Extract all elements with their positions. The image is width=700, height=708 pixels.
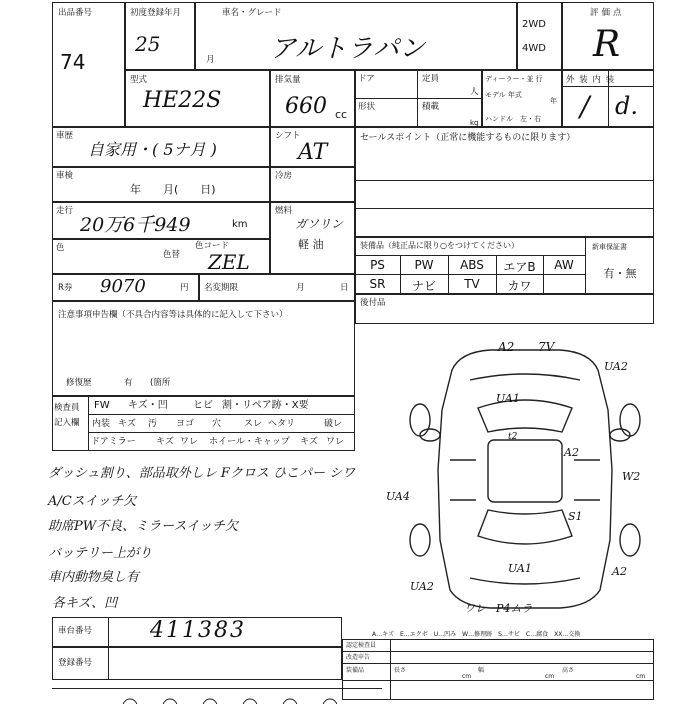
reg-box [52, 647, 342, 680]
handwritten-note-4: バッテリー上がり [48, 546, 153, 561]
repair-value: 有 [124, 378, 133, 388]
model-year-unit: 年 [550, 97, 557, 105]
bottom-circles-row [52, 688, 382, 701]
brf-h2 [342, 663, 654, 664]
sales-points-box [355, 127, 654, 237]
repair-label: 修復歴 [66, 378, 92, 388]
reg-label: 登録番号 [58, 658, 93, 668]
recycle-label: R券 [58, 283, 73, 293]
fuel-gasoline: ガソリン [295, 217, 344, 231]
mark-ua1-trunk: UA1 [508, 562, 532, 575]
equipment-leather: カワ [507, 279, 532, 293]
chassis-label: 車台番号 [58, 626, 93, 636]
equipment-airbag: エアB [503, 260, 536, 274]
brf-v1 [390, 639, 391, 700]
mark-paint: P4ムラ [496, 602, 533, 615]
equipment-pw: PW [414, 258, 434, 272]
fuel-label: 燃料 [275, 206, 293, 216]
first-registration-year: 25 [135, 32, 161, 56]
inspector-wheel-scratch: キズ [300, 437, 318, 447]
car-rear-window [478, 510, 572, 544]
aftermarket-box [355, 294, 654, 324]
warranty-value: 有・無 [603, 267, 637, 280]
car-wheel-rr [620, 524, 640, 556]
mark-t2: t2 [508, 432, 518, 442]
model-year-label: モデル 年式 [485, 91, 522, 99]
inspector-mirror-crack: ワレ [180, 437, 199, 447]
capacity-unit: 人 [470, 87, 479, 97]
sales-line-1 [355, 180, 654, 181]
recycle-value: 9070 [100, 276, 146, 297]
inspector-int-sag: ヘタリ [268, 419, 296, 429]
inspector-mirror-scratch: キズ [156, 437, 174, 447]
car-damage-diagram [390, 340, 660, 620]
brf-length: 長さ [394, 667, 407, 674]
inspector-interior: 内装 [92, 419, 111, 429]
mark-7v: 7V [538, 340, 555, 354]
equipment-hline-1 [355, 255, 585, 256]
capacity-label: 定員 [422, 74, 440, 84]
door-capacity-vdivider [417, 70, 418, 127]
title-expiry-label: 名変期限 [204, 283, 239, 293]
brf-equipment: 装備品 [346, 667, 365, 674]
usage-value: 自家用・( 5ナ月 ) [88, 140, 217, 159]
score-value: R [593, 24, 621, 65]
bottom-circles [52, 692, 382, 704]
mark-ua4: UA4 [386, 490, 410, 503]
lot-number-value: 74 [60, 50, 86, 74]
inspector-repair-trace: 割・リペア跡・X要 [222, 400, 309, 411]
equipment-sr: SR [369, 277, 386, 291]
handle-label: ハンドル [485, 115, 513, 123]
equipment-label: 装備品（純正品に限り○をつけてください） [360, 241, 519, 250]
sales-points-label: セールスポイント（正常に機能するものに限ります） [360, 133, 576, 143]
dealer-label: ディーラー・並 行 [485, 75, 543, 83]
recycle-unit: 円 [180, 283, 189, 293]
exterior-grade: / [580, 90, 590, 123]
interior-grade: d. [615, 92, 638, 120]
displacement-unit: cc [335, 108, 348, 121]
inspection-label: 車検 [56, 171, 74, 181]
inspector-int-dirt: 汚 [148, 419, 158, 429]
shift-label: シフト [275, 131, 301, 141]
door-label: ドア [358, 74, 375, 84]
mark-a2-right: A2 [564, 446, 579, 459]
inspector-int-stain: ヨゴ [176, 419, 195, 429]
handwritten-note-2: A/Cスイッチ欠 [48, 494, 137, 509]
handwritten-note-1: ダッシュ割り、部品取外しレ Fクロス ひこパー シワ [48, 466, 356, 481]
damage-legend: A…キズ E…エクボ U…凹み W…修理跡 S…サビ C…腐食 XX…交換 [372, 631, 581, 638]
bottom-right-form [342, 639, 654, 700]
lot-number-label: 出品番号 [58, 8, 93, 18]
mileage-label: 走行 [56, 206, 74, 216]
usage-label: 車歴 [56, 131, 74, 141]
equipment-hline-2 [355, 274, 585, 275]
inspection-value: 年 月( 日) [130, 183, 216, 196]
brf-modification: 改造申告 [346, 654, 371, 661]
inspector-row-line-1 [88, 414, 355, 415]
mark-s1: S1 [568, 510, 583, 523]
new-car-warranty-label: 新車保証書 [592, 243, 627, 251]
handwritten-note-5: 車内動物臭し有 [48, 570, 140, 585]
load-unit: kg [470, 119, 479, 127]
equipment-tv: TV [464, 277, 480, 291]
ext-int-label: 外 装 内 装 [566, 75, 616, 85]
equipment-abs: ABS [460, 258, 484, 272]
model-name: アルトラパン [270, 34, 425, 64]
mileage-unit: km [232, 219, 248, 230]
brf-unit-3: cm [636, 673, 646, 680]
mark-ua1-hood: UA1 [496, 392, 520, 405]
color-code-label: 色コード [195, 241, 230, 251]
brf-unit-2: cm [545, 673, 555, 680]
first-registration-month-unit: 月 [206, 55, 215, 65]
car-wheel-fr [620, 404, 640, 436]
car-wheel-fl [410, 404, 430, 436]
brf-h3 [342, 680, 654, 681]
handwritten-note-6: 各キズ、凹 [52, 596, 118, 611]
mark-ua2-top: UA2 [604, 360, 628, 373]
color-label: 色 [56, 243, 65, 253]
title-expiry-day: 日 [340, 283, 349, 293]
mark-w2: W2 [622, 470, 641, 483]
mileage-value: 20万6千949 [80, 214, 191, 236]
inspector-int-scratch: キズ [118, 419, 136, 429]
memo-label: 記入欄 [54, 418, 80, 428]
car-trunk [470, 578, 580, 584]
drive-box [517, 2, 562, 70]
car-windshield [478, 400, 572, 432]
load-label: 積載 [422, 102, 440, 112]
color-code-value: ZEL [208, 250, 250, 274]
aircon-label: 冷房 [275, 171, 293, 181]
displacement-label: 排気量 [275, 75, 301, 85]
inspector-int-worn: スレ [244, 419, 263, 429]
equipment-ps: PS [370, 258, 385, 272]
brf-height: 高さ [562, 667, 575, 674]
inspector-row-line-2 [88, 432, 355, 433]
mark-a2-top: A2 [498, 340, 515, 354]
chassis-value: 411383 [150, 618, 246, 643]
mark-ua2-bottom: UA2 [410, 580, 434, 593]
car-roof [488, 440, 562, 502]
mark-crack: ワレ [464, 602, 486, 615]
inspector-wheel-crack: ワレ [326, 437, 345, 447]
car-wheel-rl [410, 524, 430, 556]
shift-value: AT [298, 140, 328, 165]
drive-4wd: 4WD [522, 43, 546, 54]
sales-line-2 [355, 208, 654, 209]
displacement-value: 660 [285, 94, 327, 119]
mark-a2-bottom: A2 [612, 565, 627, 578]
brf-width: 幅 [478, 667, 485, 674]
inspector-label: 検査員 [54, 403, 80, 413]
inspector-col-line [88, 396, 89, 451]
inspector-scratch-dent: キズ・凹 [128, 400, 168, 411]
car-hood [470, 374, 580, 380]
attention-label: 注意事項申告欄（不具合内容等は具体的に記入して下さい） [58, 310, 288, 320]
equipment-navi: ナビ [411, 279, 436, 293]
inspector-door-mirror: ドアミラー [91, 437, 136, 447]
aftermarket-label: 後付品 [360, 298, 386, 308]
brf-certified: 認定検査員 [346, 642, 377, 649]
inspector-wheel-cap: ホイール・キャップ [209, 437, 290, 447]
inspector-int-hole: 穴 [212, 419, 222, 429]
inspector-crack: ヒビ [193, 400, 213, 411]
drive-2wd: 2WD [522, 19, 546, 30]
shape-label: 形状 [358, 102, 376, 112]
color-change-label: 色替 [163, 250, 181, 260]
brf-h1 [342, 651, 654, 652]
score-label: 評価点 [590, 8, 625, 18]
inspector-fw: FW [94, 400, 110, 411]
brf-unit-1: cm [462, 673, 472, 680]
fuel-diesel: 軽 油 [298, 238, 324, 251]
handwritten-note-3: 助席PW不良、ミラースイッチ欠 [48, 519, 238, 534]
first-registration-label: 初度登録年月 [130, 8, 182, 18]
model-grade-label: 車名・グレード [222, 8, 282, 18]
type-value: HE22S [143, 88, 222, 113]
repair-location: (箇所 [150, 378, 171, 388]
handle-value: 左・右 [520, 115, 541, 123]
inspector-int-tear: 破レ [324, 419, 343, 429]
equipment-aw: AW [554, 258, 574, 272]
door-capacity-divider [355, 98, 482, 99]
type-label: 型式 [130, 75, 148, 85]
title-expiry-month: 月 [296, 283, 305, 293]
